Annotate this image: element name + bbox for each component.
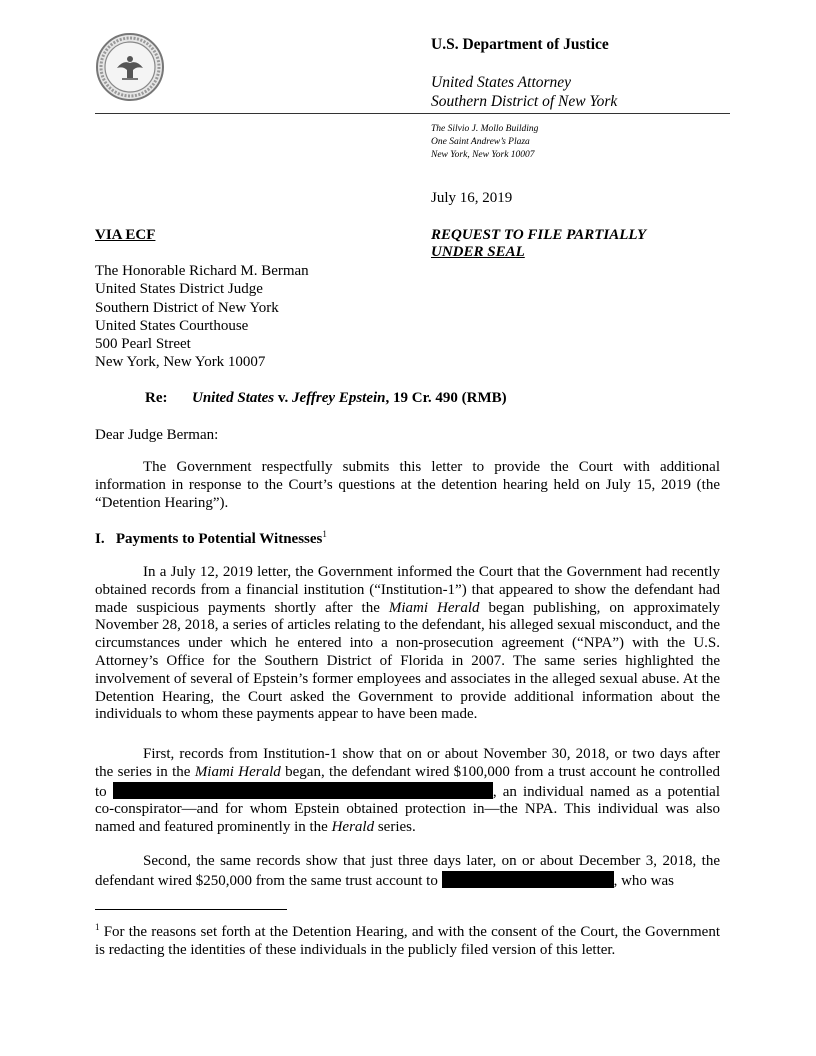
re-docket: , 19 Cr. 490 (RMB) [385,390,507,406]
paragraph-second-payment [95,853,720,891]
text-run: began publishing, on approximately November 28, 2018, a series of articles relating to the defendant, his alleged sexual misconduct, and the circumstances under which he entered into a non-prosecution agreement (“NPA”) with the U.S. Attorney’s Office for the Southern District of Florida in 2007. The same series highlighted the involvement of several of Epstein’s former employees and associates in the alleged sexual abuse. At the Detention Hearing, the Court asked the Government to provide additional information about the individuals to whom these payments appear to have been made. [95,599,720,723]
redaction-block [113,782,493,799]
footnote-number: 1 [95,922,100,932]
text-run: , who was [613,872,674,889]
recipient-line: New York, New York 10007 [95,354,266,371]
publication-name: Miami Herald [388,599,480,616]
publication-name: Herald [331,819,375,836]
office-line-2: Southern District of New York [431,93,618,110]
text-run: series. [374,819,416,836]
text-run: Second, the same records show that just three days later, on or about December 3, 2018, the defendant wired $250,000 from the same trust account to [95,853,720,889]
letter-date: July 16, 2019 [431,190,513,206]
section-heading [95,529,327,548]
redaction-block [442,871,614,888]
department-name: U.S. Department of Justice [431,36,609,53]
address-line-2: One Saint Andrew’s Plaza [431,137,530,147]
paragraph-intro [95,459,720,512]
text-run: , an individual named as a potential co-conspirator—and for whom Epstein obtained protection in—the NPA. This individual was also named and featured prominently in the [95,783,720,836]
re-party-1: United States [192,390,275,406]
paragraph-first-payment [95,746,720,837]
text-run: began, the defendant wired $100,000 from a trust account he controlled to [95,763,720,800]
footnote-ref: 1 [322,529,327,539]
recipient-line: The Honorable Richard M. Berman [95,263,309,279]
text-run: In a July 12, 2019 letter, the Government informed the Court that the Government had recently obtained records from a financial institution (“Institution-1”) that appeared to show the defendant had made suspicious payments shortly after the [95,564,720,616]
address-line-3: New York, New York 10007 [431,150,535,160]
re-party-2: Jeffrey Epstein [292,390,386,406]
office-address [431,123,538,162]
re-v: v. [274,390,293,406]
delivery-method: VIA ECF [95,227,156,243]
footnote-divider [95,909,287,910]
recipient-line: 500 Pearl Street [95,336,191,353]
recipient-address [95,262,309,372]
section-number: I. [95,531,105,547]
text-run: First, records from Institution-1 show that on or about November 30, 2018, or two days after the series in the [95,746,720,780]
publication-name: Miami Herald [194,763,281,780]
address-line-1: The Silvio J. Mollo Building [431,124,539,134]
section-title: Payments to Potential Witnesses [115,531,323,547]
header-divider [95,113,730,114]
recipient-line: Southern District of New York [95,299,279,316]
recipient-line: United States Courthouse [95,317,249,334]
office-line-1: United States Attorney [431,74,572,91]
salutation: Dear Judge Berman: [95,427,219,443]
office-name [431,73,617,111]
footnote-text: For the reasons set forth at the Detention Hearing, and with the consent of the Court, the Government is redacting the identities of these individuals in the publicly filed version of this letter. [95,924,720,958]
footnote [95,918,720,959]
seal-request-line-2: UNDER SEAL [431,244,525,260]
doj-seal-icon [95,32,165,102]
re-label: Re: [145,390,168,406]
paragraph-intro-text: The Government respectfully submits this letter to provide the Court with additional information in response to the Court’s questions at the detention hearing held on July 15, 2019 (the “Detention Hearing”). [95,459,720,511]
seal-request-line-1: REQUEST TO FILE PARTIALLY [431,227,647,243]
seal-request [431,227,646,261]
re-line [145,390,507,407]
recipient-line: United States District Judge [95,281,263,298]
paragraph-background [95,564,720,724]
